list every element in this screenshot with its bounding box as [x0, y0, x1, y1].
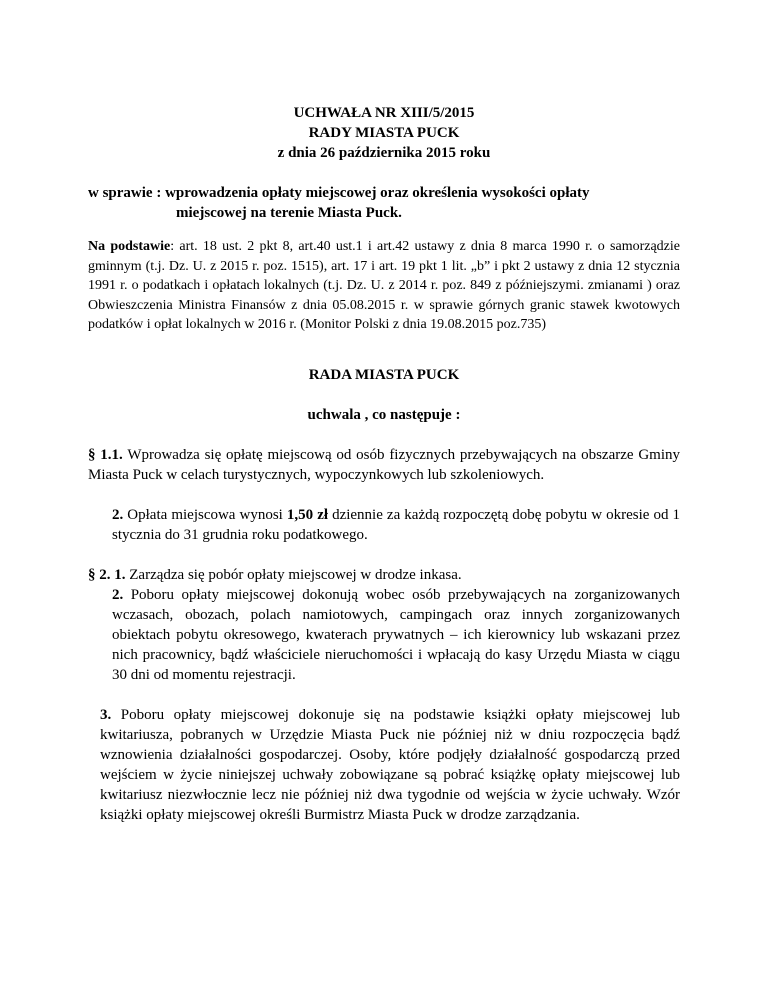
section-2-p2-number: 2.: [112, 587, 124, 603]
subject-line-2: miejscowej na terenie Miasta Puck.: [176, 205, 402, 221]
section-2-paragraph-3: [100, 705, 680, 825]
legal-basis: [88, 237, 680, 335]
section-1-paragraph-1: [88, 445, 680, 485]
section-2-paragraph-2: [112, 585, 680, 685]
section-1-text: Wprowadza się opłatę miejscową od osób fizycznych przebywających na obszarze Gminy Miasta Puck w celach turystycznych, wypoczynkowych lub szkoleniowych.: [88, 447, 680, 483]
legal-basis-label: Na podstawie: [88, 239, 171, 254]
section-1-p2-text-b: dziennie za każdą rozpoczętą dobę pobytu w okresie od 1 stycznia do 31 grudnia roku podatkowego.: [112, 507, 681, 543]
council-heading: RADA MIASTA PUCK: [308, 367, 460, 383]
fee-amount: 1,50 zł: [286, 507, 329, 523]
section-1-paragraph-2: [112, 505, 680, 545]
legal-basis-text: : art. 18 ust. 2 pkt 8, art.40 ust.1 i art.42 ustawy z dnia 8 marca 1990 r. o samorządzie gminnym (t.j. Dz. U. z 2015 r. poz. 1515), art. 17 i art. 19 pkt 1 lit. „b” i pkt 2 ustawy z dnia 12 stycznia 1991 r. o podatkach i opłatach lokalnych (t.j. Dz. U. z 2014 r. poz. 849 z późniejszymi. zmianami ) oraz Obwieszczenia Ministra Finansów z dnia 05.08.2015 r. w sprawie górnych granic stawek kwotowych podatków i opłat lokalnych w 2016 r. (Monitor Polski z dnia 19.08.2015 poz.735): [88, 239, 680, 332]
section-2-number: § 2. 1.: [88, 567, 126, 583]
resolution-date: z dnia 26 października 2015 roku: [277, 145, 491, 161]
section-2-paragraph-1: [88, 565, 680, 585]
section-2-text: Zarządza się pobór opłaty miejscowej w drodze inkasa.: [125, 567, 462, 583]
section-2-p3-number: 3.: [100, 707, 112, 723]
section-1-p2-text-a: Opłata miejscowa wynosi: [123, 507, 287, 523]
section-2-p2-text: Poboru opłaty miejscowej dokonują wobec osób przebywających na zorganizowanych wczasach, obozach, polach namiotowych, campingach oraz innych zorganizowanych obiektach pobytu okresowego, kwaterach prywatnych – ich kierownicy lub wskazani przez nich pracownicy, bądź właściciele nieruchomości i wpłacają do kasy Urzędu Miasta w ciągu 30 dni od momentu rejestracji.: [112, 587, 680, 683]
section-2-p3-text: Poboru opłaty miejscowej dokonuje się na podstawie książki opłaty miejscowej lub kwitariusza, pobranych w Urzędzie Miasta Puck nie później niż w dniu rozpoczęcia bądź wznowienia działalności gospodarczej. Osoby, które podjęły działalność gospodarczą przed wejściem w życie niniejszej uchwały zobowiązane są pobrać książkę opłaty miejscowej lub kwitariusz niezwłocznie lecz nie później niż dwa tygodnie od wejścia w życie uchwały. Wzór książki opłaty miejscowej określi Burmistrz Miasta Puck w drodze zarządzania.: [100, 707, 680, 823]
subject-line-1: w sprawie : wprowadzenia opłaty miejscowej oraz określenia wysokości opłaty: [88, 185, 590, 201]
council-name: RADY MIASTA PUCK: [308, 125, 460, 141]
resolution-number: UCHWAŁA NR XIII/5/2015: [293, 105, 475, 121]
resolves-heading: uchwala , co następuje :: [307, 407, 461, 423]
section-1-number: § 1.1.: [88, 447, 123, 463]
section-1-p2-number: 2.: [112, 507, 124, 523]
